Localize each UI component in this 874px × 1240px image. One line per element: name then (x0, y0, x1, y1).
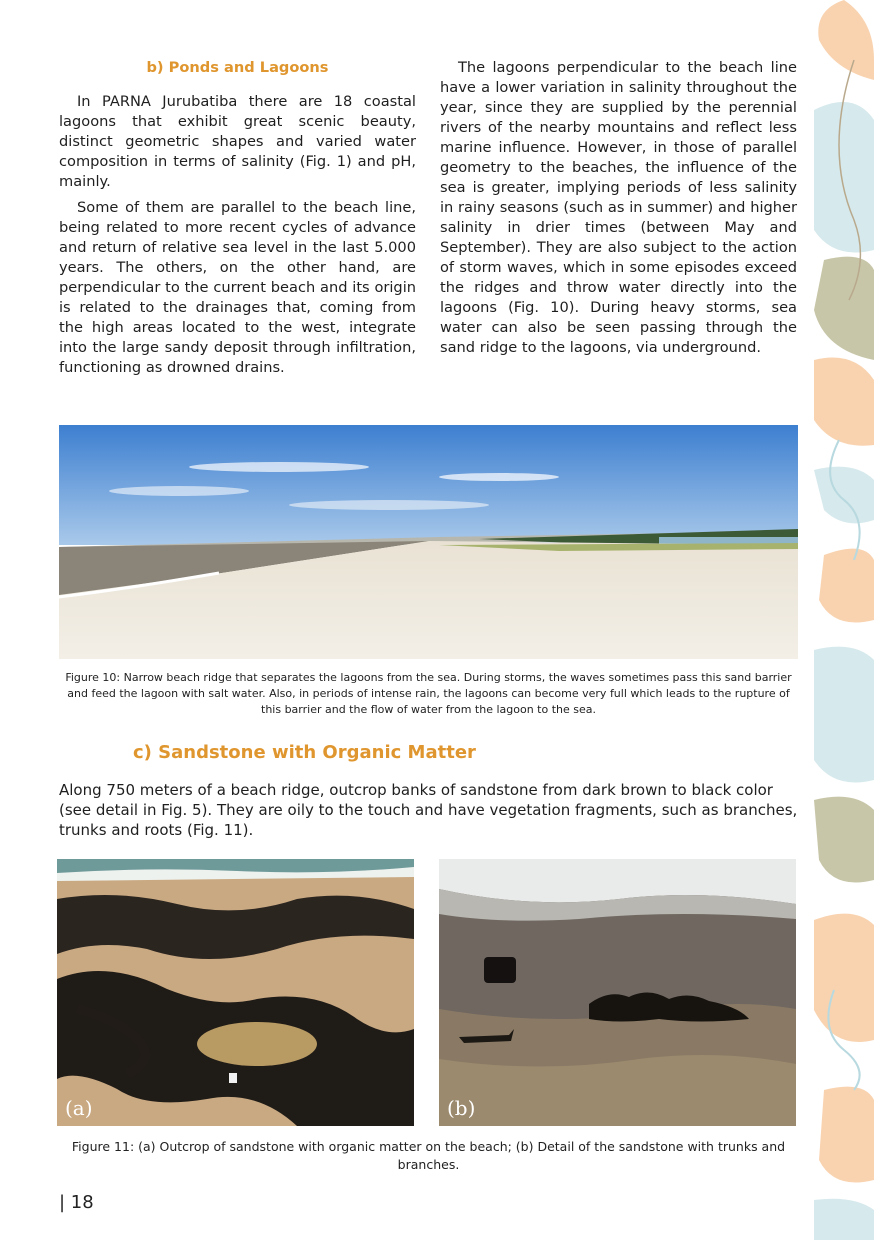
text-column-left (59, 58, 416, 384)
paragraph: Along 750 meters of a beach ridge, outcrop banks of sandstone from dark brown to black color (see detail in Fig. 5). They are oily to the touch and have vegetation fragments, such as branches, trunks and roots (Fig. 11). (59, 781, 798, 839)
page-number: | 18 (59, 1192, 94, 1213)
figure-10-caption: Figure 10: Narrow beach ridge that separates the lagoons from the sea. During storms, the waves sometimes pass this sand barrier and feed the lagoon with salt water. Also, in periods of intense rain, the lagoons can become very full which leads to the rupture of this barrier and the flow of water from the lagoon to the sea. (65, 671, 792, 716)
decorative-side-pattern (814, 0, 874, 1240)
figure-11a-label: (a) (65, 1096, 93, 1120)
paragraph: The lagoons perpendicular to the beach line have a lower variation in salinity throughout the year, since they are supplied by the perennial rivers of the nearby mountains and reflect less marine influence. However, in those of parallel geometry to the beaches, the influence of the sea is greater, implying periods of less salinity in rainy seasons (such as in summer) and higher salinity in drier times (between May and September). They are also subject to the action of storm waves, which in some episodes exceed the ridges and throw water directly into the lagoons (Fig. 10). During heavy storms, sea water can also be seen passing through the sand ridge to the lagoons, via underground. (440, 59, 797, 356)
figure-11b-photo (439, 859, 796, 1126)
figure-10-photo (59, 425, 798, 659)
figure-11-caption: Figure 11: (a) Outcrop of sandstone with organic matter on the beach; (b) Detail of the sandstone with trunks and branches. (71, 1139, 786, 1172)
figure-11a-photo (57, 859, 414, 1126)
paragraph: Some of them are parallel to the beach line, being related to more recent cycles of advance and return of relative sea level in the last 5.000 years. The others, on the other hand, are perpendicular to the current beach and its origin is related to the drainages that, coming from the high areas located to the west, integrate into the large sandy deposit through infiltration, functioning as drowned drains. (59, 199, 416, 376)
paragraph: In PARNA Jurubatiba there are 18 coastal lagoons that exhibit great scenic beauty, distinct geometric shapes and varied water composition in terms of salinity (Fig. 1) and pH, mainly. (59, 93, 416, 190)
section-heading-ponds-lagoons: b) Ponds and Lagoons (146, 59, 329, 76)
text-column-right (440, 58, 797, 364)
section-heading-sandstone: c) Sandstone with Organic Matter (133, 742, 476, 763)
figure-11b-label: (b) (447, 1096, 476, 1120)
